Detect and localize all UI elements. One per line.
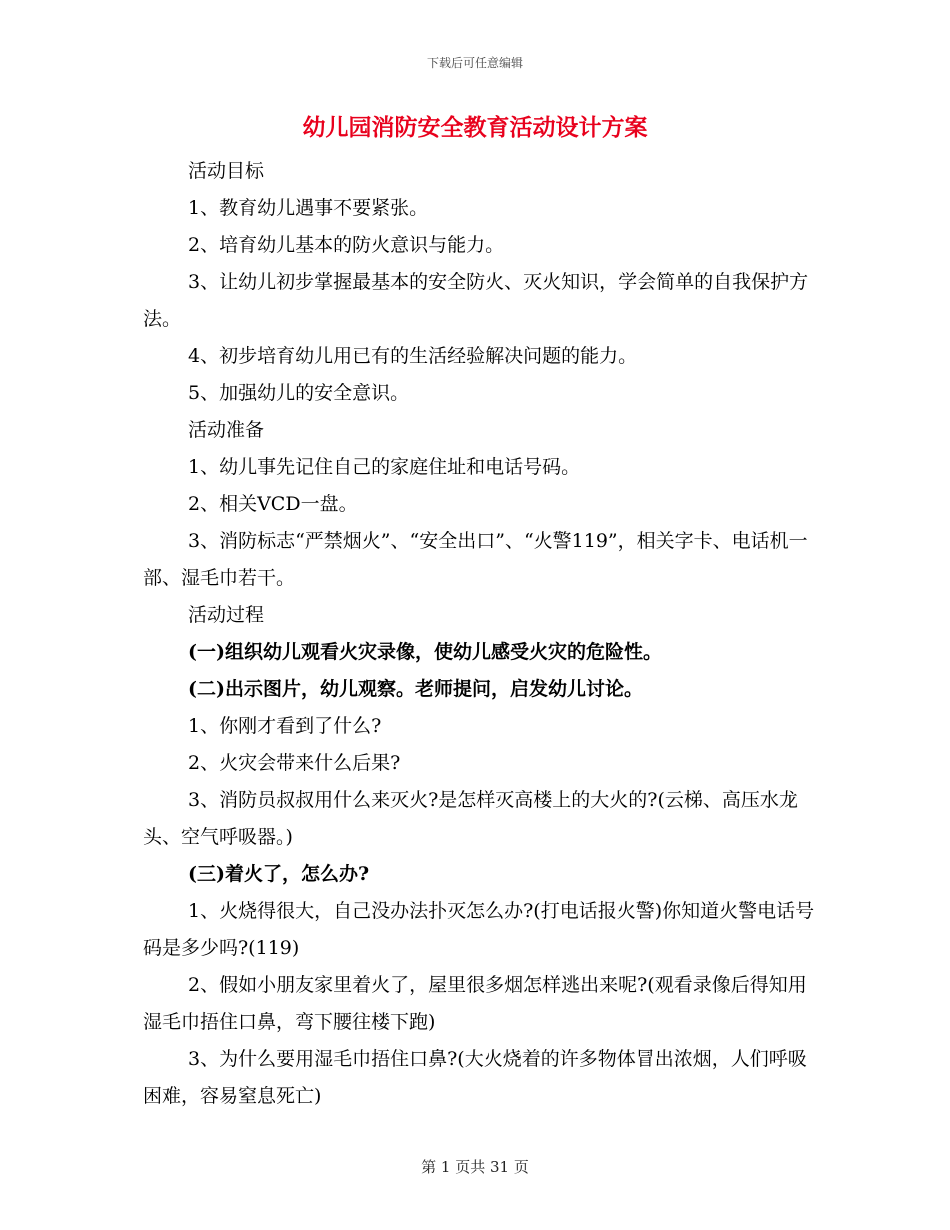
paragraph: 3、消防标志“严禁烟火”、“安全出口”、“火警119”，相关字卡、电话机一部、湿毛巾若干。 xyxy=(143,530,808,589)
paragraph: (二)出示图片，幼儿观察。老师提问，启发幼儿讨论。 xyxy=(188,678,643,700)
header-note: 下载后可任意编辑 xyxy=(426,56,523,70)
paragraph: 3、消防员叔叔用什么来灭火?是怎样灭高楼上的大火的?(云梯、高压水龙头、空气呼吸器。) xyxy=(143,789,798,848)
paragraph: (一)组织幼儿观看火灾录像，使幼儿感受火灾的危险性。 xyxy=(188,641,662,663)
paragraph: 1、教育幼儿遇事不要紧张。 xyxy=(188,197,429,219)
paragraph: 1、幼儿事先记住自己的家庭住址和电话号码。 xyxy=(188,456,581,478)
paragraph: (三)着火了，怎么办? xyxy=(188,863,370,885)
paragraph: 活动准备 xyxy=(188,419,265,441)
paragraph: 2、假如小朋友家里着火了，屋里很多烟怎样逃出来呢?(观看录像后得知用湿毛巾捂住口鼻，弯下腰往楼下跑) xyxy=(143,974,807,1033)
paragraph: 4、初步培育幼儿用已有的生活经验解决问题的能力。 xyxy=(188,345,638,367)
document-title: 幼儿园消防安全教育活动设计方案 xyxy=(302,114,648,141)
document-body xyxy=(143,153,815,1115)
paragraph: 活动目标 xyxy=(188,160,265,182)
paragraph: 3、为什么要用湿毛巾捂住口鼻?(大火烧着的许多物体冒出浓烟，人们呼吸困难，容易窒息死亡) xyxy=(143,1048,807,1107)
page-footer: 第 1 页共 31 页 xyxy=(421,1158,529,1176)
paragraph: 5、加强幼儿的安全意识。 xyxy=(188,382,410,404)
paragraph: 活动过程 xyxy=(188,604,265,626)
paragraph: 2、相关VCD一盘。 xyxy=(188,493,358,515)
paragraph: 2、火灾会带来什么后果? xyxy=(188,752,401,774)
paragraph: 1、火烧得很大，自己没办法扑灭怎么办?(打电话报火警)你知道火警电话号码是多少吗?(119) xyxy=(143,900,815,959)
paragraph: 3、让幼儿初步掌握最基本的安全防火、灭火知识，学会简单的自我保护方法。 xyxy=(143,271,809,330)
paragraph: 1、你刚才看到了什么? xyxy=(188,715,382,737)
paragraph: 2、培育幼儿基本的防火意识与能力。 xyxy=(188,234,505,256)
